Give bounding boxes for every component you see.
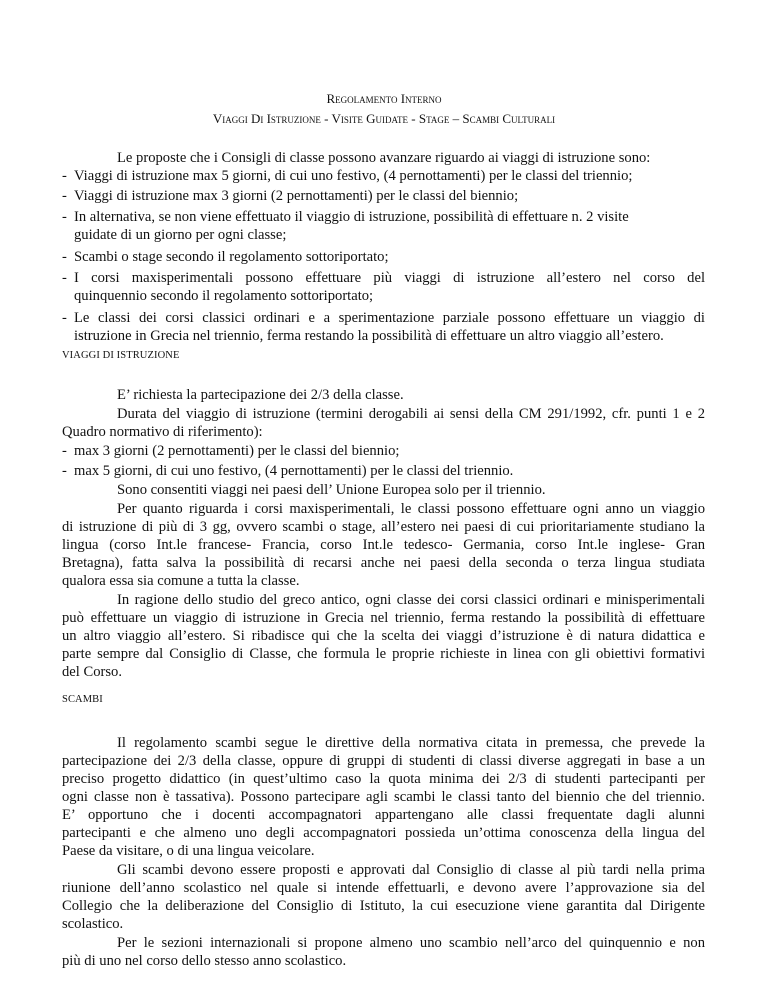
paragraph-line: E’ richiesta la partecipazione dei 2/3 della classe.: [117, 387, 404, 403]
paragraph-line: può effettuare un viaggio di istruzione in Grecia nel triennio, ferma restando la possibilità di effettuare: [62, 610, 705, 626]
paragraph-line: Sono consentiti viaggi nei paesi dell’ Unione Europea solo per il triennio.: [117, 482, 546, 498]
list-item-cont: quinquennio secondo il regolamento sottoriportato;: [74, 288, 374, 304]
paragraph-line: Per le sezioni internazionali si propone almeno uno scambio nell’arco del quinquennio e non: [117, 935, 705, 951]
list-item: In alternativa, se non viene effettuato il viaggio di istruzione, possibilità di effettuare n. 2 visite: [74, 209, 629, 225]
list-item: max 3 giorni (2 pernottamenti) per le classi del biennio;: [74, 443, 400, 459]
paragraph-line: parte sempre dal Consiglio di Classe, che formula le proprie richieste in linea con gli obiettivi formativi: [62, 646, 705, 662]
list-item: Viaggi di istruzione max 3 giorni (2 pernottamenti) per le classi del biennio;: [74, 188, 519, 204]
paragraph-line: In ragione dello studio del greco antico, ogni classe dei corsi classici ordinari e minisperimentali: [117, 592, 705, 608]
list-dash: -: [62, 188, 67, 204]
paragraph-line: un altro viaggio all’estero. Si ribadisce qui che la scelta dei viaggi d’istruzione è di natura didattica e: [62, 628, 705, 644]
paragraph-line: di istruzione di più di 3 gg, ovvero scambi o stage, all’estero nei paesi di cui prioritariamente studiano la: [62, 519, 705, 535]
paragraph-line: qualora essa sia comune a tutta la classe.: [62, 573, 300, 589]
list-dash: -: [62, 249, 67, 265]
paragraph-line: Gli scambi devono essere proposti e approvati dal Consiglio di classe al più tardi nella prima: [117, 862, 705, 878]
paragraph-line: Quadro normativo di riferimento):: [62, 424, 263, 440]
list-dash: -: [62, 168, 67, 184]
paragraph-line: lingua (corso Int.le francese- Francia, corso Int.le tedesco- Germania, corso Int.le inglese- Gran: [62, 537, 705, 553]
list-dash: -: [62, 209, 67, 225]
list-dash: -: [62, 443, 67, 459]
section-heading-scambi: SCAMBI: [62, 694, 103, 705]
intro-text: Le proposte che i Consigli di classe possono avanzare riguardo ai viaggi di istruzione sono:: [117, 150, 651, 166]
list-dash: -: [62, 463, 67, 479]
list-item: max 5 giorni, di cui uno festivo, (4 pernottamenti) per le classi del triennio.: [74, 463, 514, 479]
paragraph-line: Collegio che la deliberazione del Consiglio di Istituto, la cui esecuzione viene garantita dal Dirigente: [62, 898, 705, 914]
paragraph-line: E’ opportuno che i docenti accompagnatori appartengano alle classi frequentate dagli alunni: [62, 807, 705, 823]
title-sub: Viaggi Di Istruzione - Visite Guidate - Stage – Scambi Culturali: [212, 111, 556, 126]
list-item: Viaggi di istruzione max 5 giorni, di cui uno festivo, (4 pernottamenti) per le classi del triennio;: [74, 168, 633, 184]
paragraph-line: Bretagna), fatta salva la possibilità di recarsi anche nei paesi della seconda o terza lingua studiata: [62, 555, 705, 571]
paragraph-line: scolastico.: [62, 916, 124, 932]
paragraph-line: Paese da visitare, o di una lingua veicolare.: [62, 843, 315, 859]
paragraph-line: del Corso.: [62, 664, 122, 680]
paragraph-line: riunione dell’anno scolastico nel quale si intende effettuarli, e devono avere l’approvazione sia del: [62, 880, 705, 896]
list-item-cont: guidate di un giorno per ogni classe;: [74, 227, 287, 243]
list-item: Scambi o stage secondo il regolamento sottoriportato;: [74, 249, 389, 265]
list-dash: -: [62, 310, 67, 326]
paragraph-line: più di uno nel corso dello stesso anno scolastico.: [62, 953, 347, 969]
paragraph-line: preciso progetto didattico (in quest’ultimo caso la quota minima dei 2/3 di studenti partecipanti per: [62, 771, 705, 787]
list-item: I corsi maxisperimentali possono effettuare più viaggi di istruzione all’estero nel corso del: [74, 270, 705, 286]
paragraph-line: Il regolamento scambi segue le direttive della normativa citata in premessa, che prevede la: [117, 735, 705, 751]
title-main: Regolamento Interno: [326, 91, 442, 106]
paragraph-line: partecipanti e che almeno uno degli accompagnatori possieda un’ottima conoscenza della lingua del: [62, 825, 705, 841]
list-item: Le classi dei corsi classici ordinari e a sperimentazione parziale possono effettuare un viaggio di: [74, 310, 705, 326]
list-item-cont: istruzione in Grecia nel triennio, ferma restando la possibilità di effettuare un altro viaggio all’estero.: [74, 328, 664, 344]
paragraph-line: Durata del viaggio di istruzione (termini derogabili ai sensi della CM 291/1992, cfr. punti 1 e 2: [117, 406, 705, 422]
paragraph-line: Per quanto riguarda i corsi maxisperimentali, le classi possono effettuare ogni anno un viaggio: [117, 501, 705, 517]
paragraph-line: ogni classe non è tassativa). Possono partecipare agli scambi le classi tanto del biennio che del triennio.: [62, 789, 705, 805]
section-heading-viaggi: VIAGGI DI ISTRUZIONE: [62, 350, 180, 361]
list-dash: -: [62, 270, 67, 286]
paragraph-line: partecipazione dei 2/3 della classe, oppure di gruppi di studenti di classi diverse aggregati in base a un: [62, 753, 705, 769]
